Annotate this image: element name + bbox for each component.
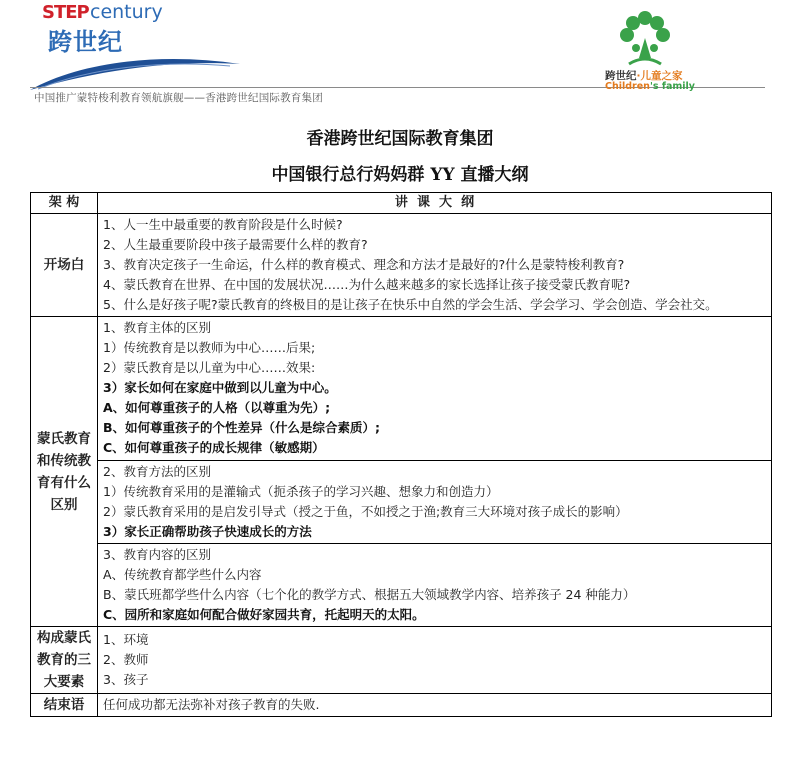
- compare-line: 3）家长正确帮助孩子快速成长的方法: [103, 524, 312, 539]
- compare-block-content: [98, 544, 772, 627]
- compare-line: 1）传统教育采用的是灌输式（扼杀孩子的学习兴趣、想象力和创造力）: [103, 484, 499, 499]
- compare-block-method: [98, 461, 772, 544]
- opening-line: 1、人一生中最重要的教育阶段是什么时候?: [103, 217, 343, 232]
- compare-block-subject: [98, 317, 772, 461]
- opening-content: [98, 214, 772, 317]
- header-tagline: 中国推广蒙特梭利教育领航旗舰——香港跨世纪国际教育集团: [34, 92, 323, 104]
- elements-line: 2、教师: [103, 652, 149, 667]
- org-title: 香港跨世纪国际教育集团: [306, 129, 494, 149]
- compare-label-line: 区别: [50, 496, 78, 513]
- elements-label: [31, 627, 98, 694]
- page-header: [0, 0, 800, 110]
- table-row-compare-1: [31, 317, 772, 461]
- compare-label-line: 蒙氏教育: [37, 430, 91, 447]
- compare-line: 2、教育方法的区别: [103, 464, 211, 479]
- elements-label-line: 构成蒙氏: [37, 630, 91, 646]
- compare-line: A、传统教育都学些什么内容: [103, 567, 262, 582]
- compare-line: 3、教育内容的区别: [103, 547, 211, 562]
- opening-line: 2、人生最重要阶段中孩子最需要什么样的教育?: [103, 237, 368, 252]
- compare-label-line: 和传统教: [37, 452, 91, 469]
- closing-label: 结束语: [31, 694, 98, 717]
- logo-century-text: century: [90, 1, 163, 23]
- compare-label: [31, 317, 98, 627]
- logo-step-text: STEP: [42, 2, 89, 23]
- header-outline: 讲 课 大 纲: [98, 193, 772, 214]
- compare-line: 3）家长如何在家庭中做到以儿童为中心。: [103, 380, 337, 395]
- table-row-compare-2: [31, 461, 772, 544]
- table-header-row: [31, 193, 772, 214]
- table-row-closing: [31, 694, 772, 717]
- compare-line: 1）传统教育是以教师为中心……后果;: [103, 340, 316, 355]
- compare-line: C、如何尊重孩子的成长规律（敏感期）: [103, 440, 325, 455]
- opening-line: 3、教育决定孩子一生命运，什么样的教育模式、理念和方法才是最好的?什么是蒙特梭利教育?: [103, 257, 625, 272]
- opening-line: 4、蒙氏教育在世界、在中国的发展状况……为什么越来越多的家长选择让孩子接受蒙氏教育呢?: [103, 277, 631, 292]
- logo-right-en-b: 's family: [649, 81, 695, 92]
- compare-line: B、如何尊重孩子的个性差异（什么是综合素质）;: [103, 420, 381, 435]
- table-row-elements: [31, 627, 772, 694]
- elements-label-line: 教育的三: [37, 652, 91, 668]
- logo-right-english: [605, 81, 695, 92]
- table-row-opening: [31, 214, 772, 317]
- closing-content: 任何成功都无法弥补对孩子教育的失败.: [98, 694, 772, 717]
- logo-right-dot: ·: [636, 70, 641, 82]
- compare-line: 2）蒙氏教育是以儿童为中心……效果:: [103, 360, 316, 375]
- outline-title: 中国银行总行妈妈群 YY 直播大纲: [271, 165, 529, 185]
- logo-chinese-text: 跨世纪: [48, 28, 123, 56]
- opening-line: 5、什么是好孩子呢?蒙氏教育的终极目的是让孩子在快乐中自然的学会生活、学会学习、学会创造、学会社交。: [103, 297, 718, 312]
- elements-label-line: 大要素: [43, 674, 85, 690]
- tree-icon: [615, 8, 675, 68]
- elements-line: 1、环境: [103, 632, 149, 647]
- logo-right-cn-a: 跨世纪: [605, 70, 637, 82]
- compare-line: C、园所和家庭如何配合做好家园共育，托起明天的太阳。: [103, 607, 425, 622]
- compare-line: A、如何尊重孩子的人格（以尊重为先）;: [103, 400, 331, 415]
- compare-line: 1、教育主体的区别: [103, 320, 211, 335]
- elements-line: 3、孩子: [103, 672, 149, 687]
- elements-content: [98, 627, 772, 694]
- table-row-compare-3: [31, 544, 772, 627]
- logo-right-cn-b: 儿童之家: [640, 70, 683, 82]
- outline-table: [30, 192, 772, 717]
- opening-label: 开场白: [31, 214, 98, 317]
- header-structure: 架 构: [31, 193, 98, 214]
- childrens-family-logo: [605, 8, 715, 93]
- compare-label-line: 育有什么: [37, 474, 91, 491]
- logo-right-en-a: Children: [605, 81, 650, 92]
- compare-line: B、蒙氏班都学些什么内容（七个化的教学方式、根据五大领域教学内容、培养孩子 24 种能力）: [103, 587, 636, 602]
- compare-line: 2）蒙氏教育采用的是启发引导式（授之于鱼，不如授之于渔;教育三大环境对孩子成长的影响）: [103, 504, 628, 519]
